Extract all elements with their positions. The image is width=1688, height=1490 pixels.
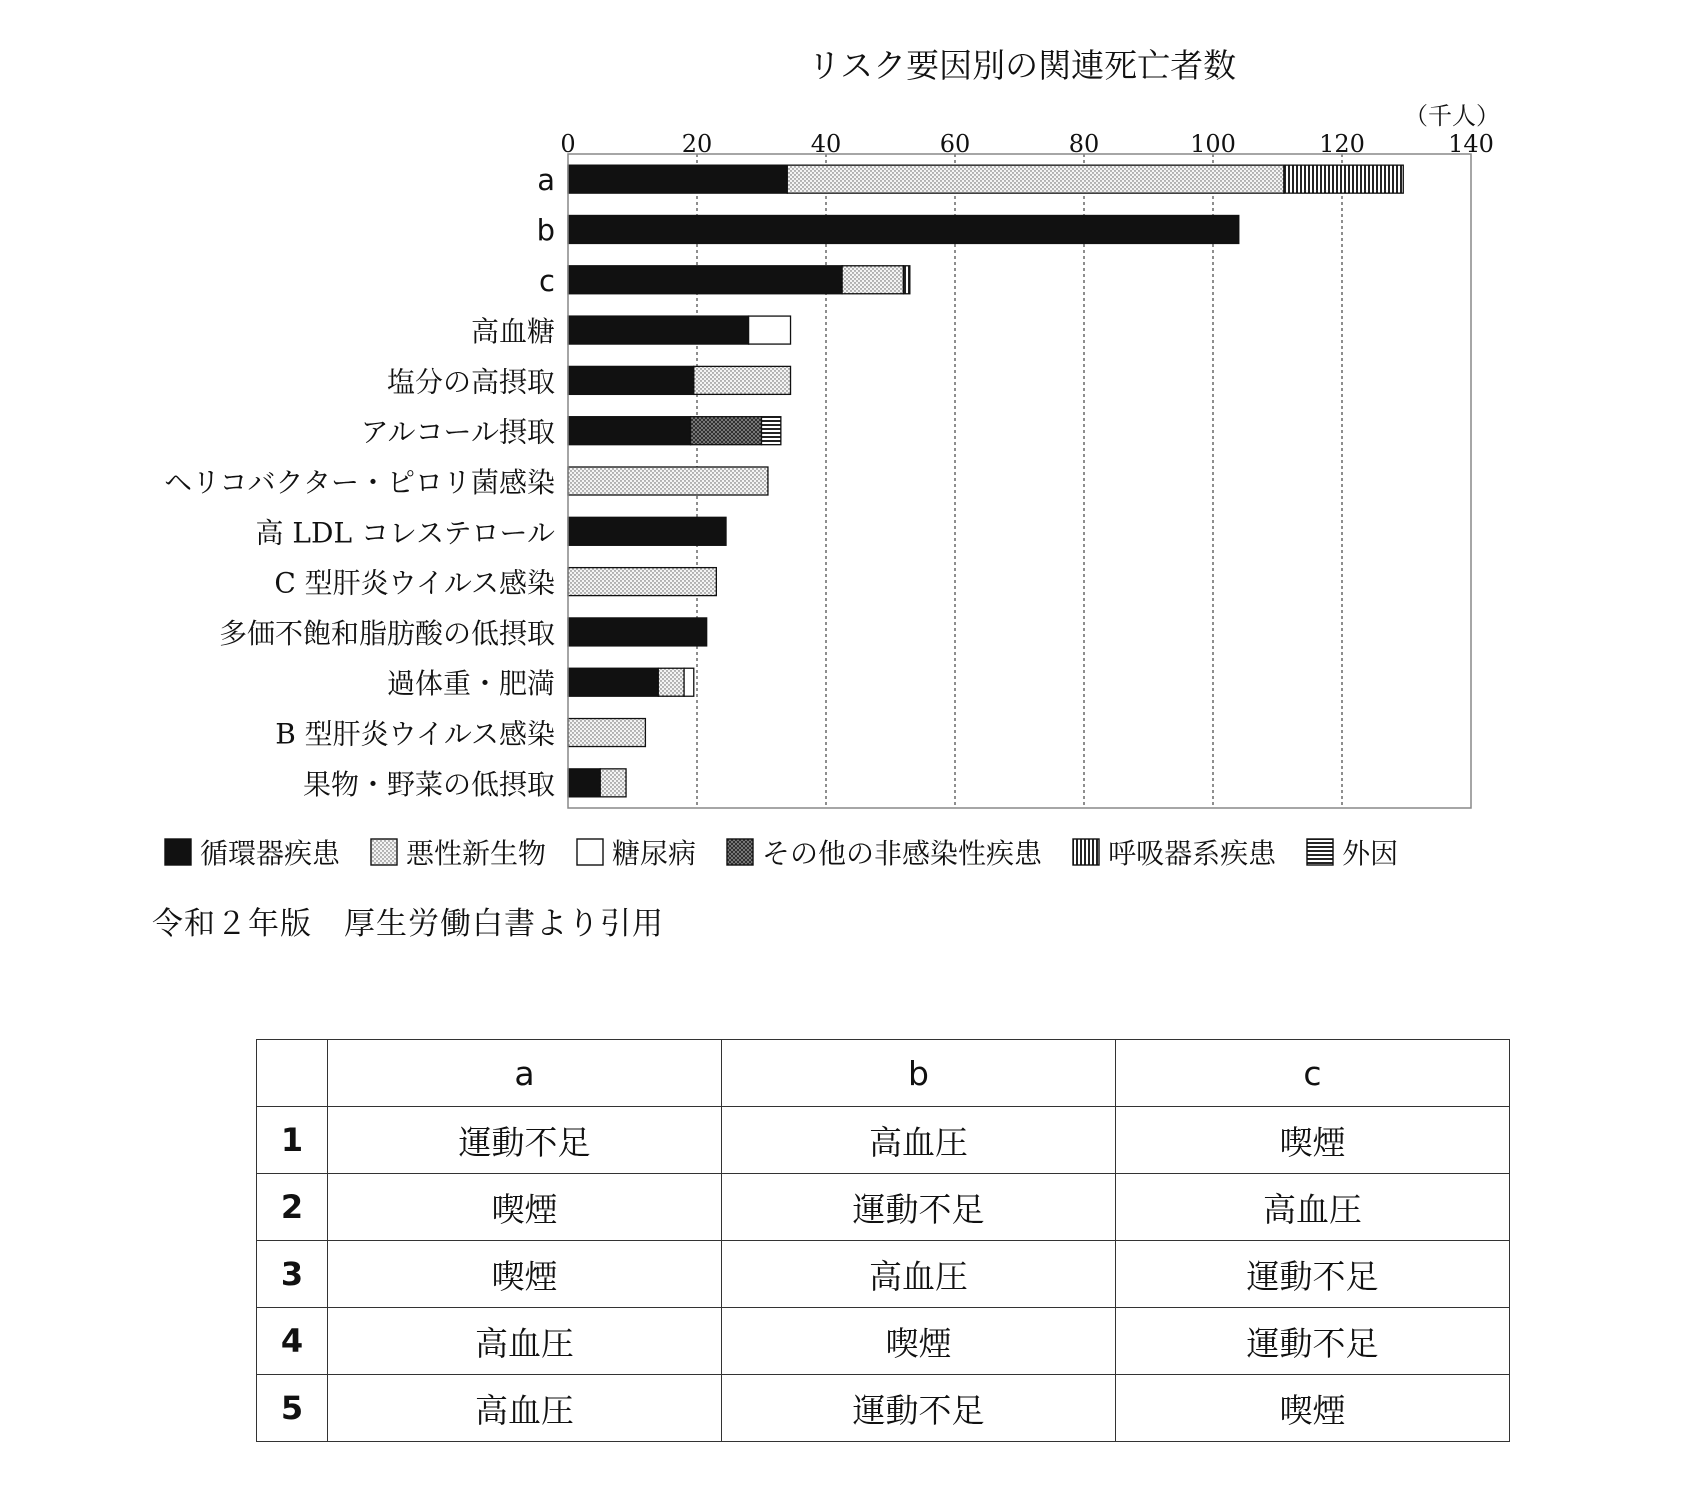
choice-c-cell: 高血圧 (1116, 1174, 1510, 1241)
choice-b-cell: 運動不足 (722, 1375, 1116, 1442)
legend-label: 循環器疾患 (200, 837, 341, 870)
bar-segment (568, 618, 707, 646)
legend-label: 呼吸器系疾患 (1108, 837, 1277, 870)
x-tick-label: 0 (560, 130, 576, 158)
bar-segment (568, 719, 645, 747)
category-label: B 型肝炎ウイルス感染 (275, 717, 555, 751)
answer-table (256, 1039, 1510, 1442)
table-row[interactable] (257, 1308, 1510, 1375)
choice-c-cell: 喫煙 (1116, 1375, 1510, 1442)
header-a: a (328, 1040, 722, 1107)
x-tick-label: 60 (939, 130, 971, 158)
header-b: b (722, 1040, 1116, 1107)
choice-b-cell: 高血圧 (722, 1241, 1116, 1308)
choice-number: 4 (257, 1308, 328, 1375)
choice-a-cell: 高血圧 (328, 1375, 722, 1442)
bar-segment (684, 668, 694, 696)
legend-label: その他の非感染性疾患 (762, 837, 1043, 870)
bar-segment (568, 215, 1239, 243)
table-header-row (257, 1040, 1510, 1107)
legend-item (726, 832, 1042, 872)
choice-c-cell: 喫煙 (1116, 1107, 1510, 1174)
bar-segment (787, 165, 1284, 193)
choice-c-cell: 運動不足 (1116, 1241, 1510, 1308)
category-label: 高 LDL コレステロール (255, 516, 555, 550)
legend-item (164, 832, 340, 872)
bar-segment (568, 568, 716, 596)
choice-a-cell: 喫煙 (328, 1174, 722, 1241)
category-label: 多価不飽和脂肪酸の低摂取 (218, 616, 555, 650)
bar-segment (749, 316, 791, 344)
x-tick-label: 20 (681, 130, 713, 158)
bar-segment (568, 266, 842, 294)
choice-a-cell: 喫煙 (328, 1241, 722, 1308)
category-label: 果物・野菜の低摂取 (302, 767, 555, 801)
legend-label: 糖尿病 (612, 837, 697, 870)
legend-label: 外因 (1342, 837, 1399, 870)
x-tick-label: 40 (810, 130, 842, 158)
legend-item (576, 832, 696, 872)
bar-segment (600, 769, 626, 797)
legend-swatch (370, 838, 398, 866)
bar-segment (691, 417, 762, 445)
legend-swatch (164, 838, 192, 866)
category-label: ヘリコバクター・ピロリ菌感染 (164, 466, 555, 499)
choice-number: 2 (257, 1174, 328, 1241)
category-labels (164, 163, 555, 801)
category-label: c (539, 263, 555, 298)
choice-a-cell: 運動不足 (328, 1107, 722, 1174)
legend-item (1072, 832, 1276, 872)
choice-b-cell: 喫煙 (722, 1308, 1116, 1375)
choice-b-cell: 運動不足 (722, 1174, 1116, 1241)
category-label: アルコール摂取 (360, 415, 555, 449)
x-tick-label: 120 (1319, 130, 1365, 158)
header-c: c (1116, 1040, 1510, 1107)
bar-segment (568, 668, 658, 696)
choice-number: 1 (257, 1107, 328, 1174)
legend-swatch (726, 838, 754, 866)
bar-segment (903, 266, 909, 294)
bar-segment (658, 668, 684, 696)
legend-swatch (576, 838, 604, 866)
table-row[interactable] (257, 1241, 1510, 1308)
bars (568, 165, 1403, 797)
table-row[interactable] (257, 1107, 1510, 1174)
category-label: b (536, 213, 555, 248)
bar-segment (694, 366, 791, 394)
gridlines (697, 154, 1342, 808)
axis-unit-label: （千人） (1404, 102, 1500, 130)
bar-segment (568, 366, 694, 394)
choice-number: 3 (257, 1241, 328, 1308)
x-tick-label: 140 (1448, 130, 1494, 158)
category-label: a (537, 163, 555, 198)
legend-label: 悪性新生物 (406, 837, 547, 870)
x-tick-label: 80 (1068, 130, 1100, 158)
x-tick-label: 100 (1190, 130, 1236, 158)
category-label: 塩分の高摂取 (386, 365, 555, 399)
category-label: 過体重・肥満 (386, 667, 555, 701)
choice-c-cell: 運動不足 (1116, 1308, 1510, 1375)
source-citation: 令和２年版 厚生労働白書より引用 (152, 906, 664, 942)
choice-b-cell: 高血圧 (722, 1107, 1116, 1174)
chart-title: リスク要因別の関連死亡者数 (807, 46, 1237, 85)
bar-segment (568, 165, 787, 193)
legend-item (1306, 832, 1398, 872)
bar-segment (568, 517, 726, 545)
legend-swatch (1072, 838, 1100, 866)
bar-segment (762, 417, 781, 445)
choice-number: 5 (257, 1375, 328, 1442)
legend (164, 832, 1398, 872)
bar-segment (568, 417, 691, 445)
bar-segment (842, 266, 903, 294)
bar-segment (1284, 165, 1403, 193)
bar-segment (568, 316, 749, 344)
bar-segment (568, 467, 768, 495)
legend-item (370, 832, 546, 872)
table-corner-cell (257, 1040, 328, 1107)
legend-swatch (1306, 838, 1334, 866)
bar-segment (568, 769, 600, 797)
category-label: 高血糖 (470, 315, 555, 349)
table-row[interactable] (257, 1375, 1510, 1442)
choice-a-cell: 高血圧 (328, 1308, 722, 1375)
category-label: C 型肝炎ウイルス感染 (274, 566, 555, 600)
table-row[interactable] (257, 1174, 1510, 1241)
